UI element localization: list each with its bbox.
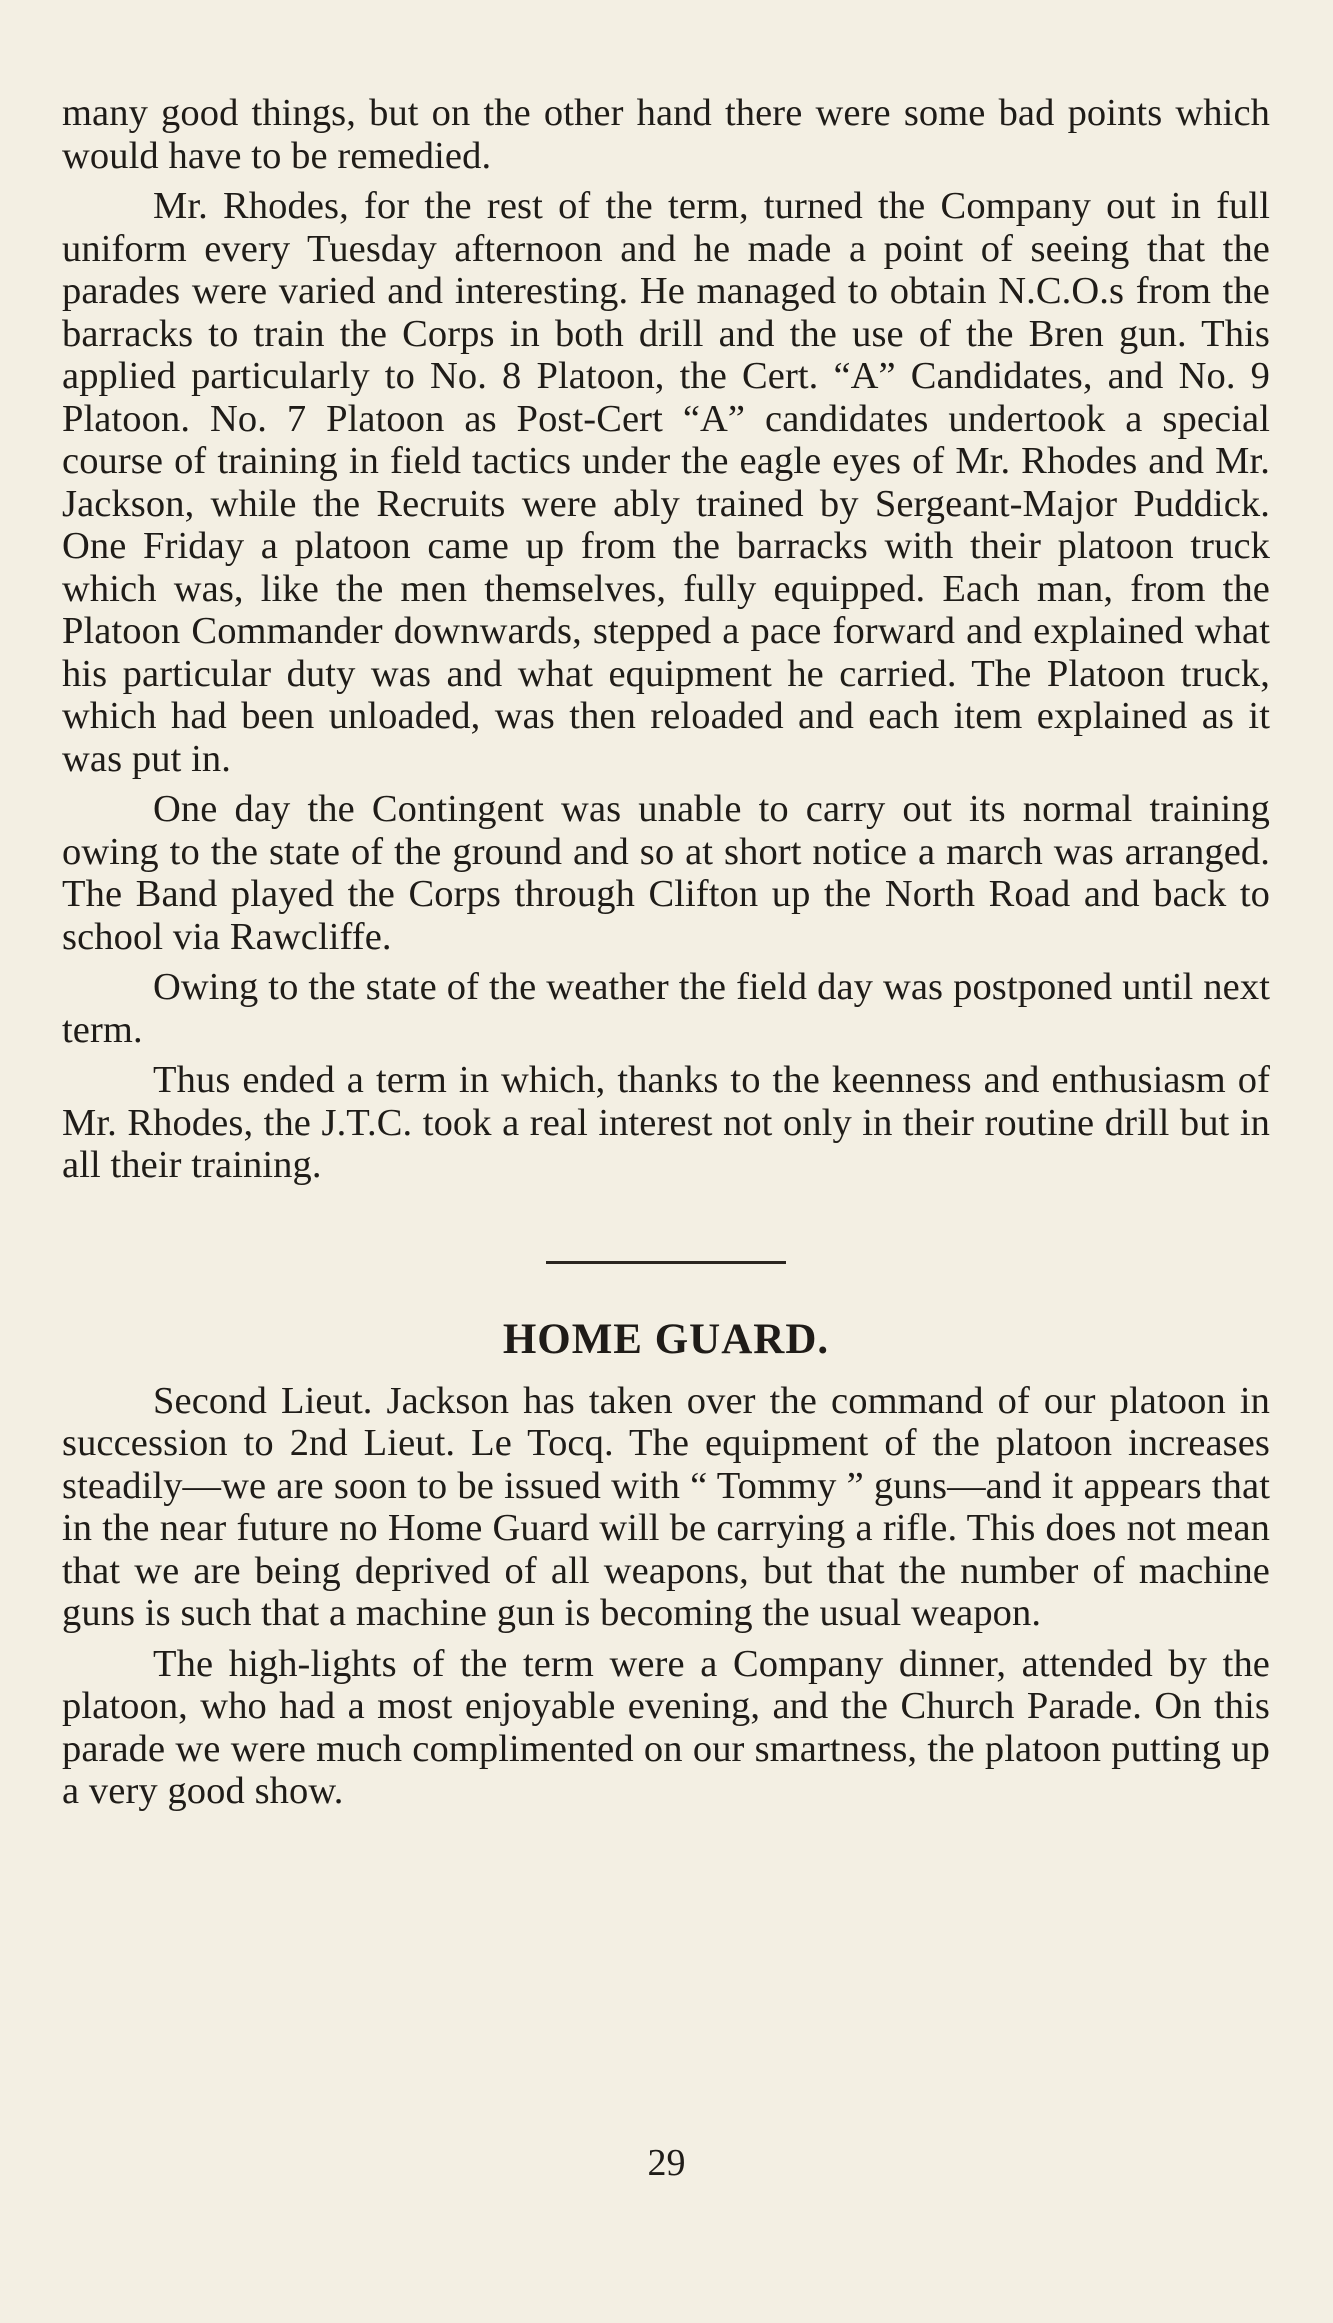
page-number: 29 xyxy=(647,2142,686,2184)
paragraph-march: One day the Contingent was unable to carry out its normal training owing to the state of the ground and so at short notice a march was arranged. The Band played the Corps through Clifton up the North Road and back to school via Rawcliffe. xyxy=(62,788,1270,958)
page-body xyxy=(62,92,1270,1821)
paragraph-term-ended: Thus ended a term in which, thanks to the keenness and enthusiasm of Mr. Rhodes, the J.T.C. took a real interest not only in their routine drill but in all their training. xyxy=(62,1059,1270,1186)
paragraph-continued: many good things, but on the other hand there were some bad points which would have to be remedied. xyxy=(62,92,1270,177)
paragraph-field-day: Owing to the state of the weather the field day was postponed until next term. xyxy=(62,966,1270,1051)
paragraph-rhodes-training: Mr. Rhodes, for the rest of the term, turned the Company out in full uniform every Tuesday afternoon and he made a point of seeing that the parades were varied and interesting. He managed to obtain N.C.O.s from the barracks to train the Corps in both drill and the use of the Bren gun. This applied particularly to No. 8 Platoon, the Cert. “A” Candidates, and No. 9 Platoon. No. 7 Platoon as Post-Cert “A” candidates undertook a special course of training in field tactics under the eagle eyes of Mr. Rhodes and Mr. Jackson, while the Recruits were ably trained by Sergeant-Major Puddick. One Friday a platoon came up from the barracks with their platoon truck which was, like the men themselves, fully equipped. Each man, from the Platoon Commander downwards, stepped a pace forward and explained what his particular duty was and what equipment he carried. The Platoon truck, which had been unloaded, was then reloaded and each item explained as it was put in. xyxy=(62,185,1270,780)
paragraph-home-guard-highlights: The high-lights of the term were a Company dinner, attended by the platoon, who had a most enjoyable evening, and the Church Parade. On this parade we were much complimented on our smartness, the platoon putting up a very good show. xyxy=(62,1642,1270,1812)
paragraph-home-guard-command: Second Lieut. Jackson has taken over the command of our platoon in succession to 2nd Lieut. Le Tocq. The equipment of the platoon increases steadily—we are soon to be issued with “ Tommy ” guns—and it appears that in the near future no Home Guard will be carrying a rifle. This does not mean that we are being deprived of all weapons, but that the number of machine guns is such that a machine gun is becoming the usual weapon. xyxy=(62,1379,1270,1634)
section-divider xyxy=(546,1261,786,1264)
section-heading: HOME GUARD. xyxy=(502,1315,830,1363)
